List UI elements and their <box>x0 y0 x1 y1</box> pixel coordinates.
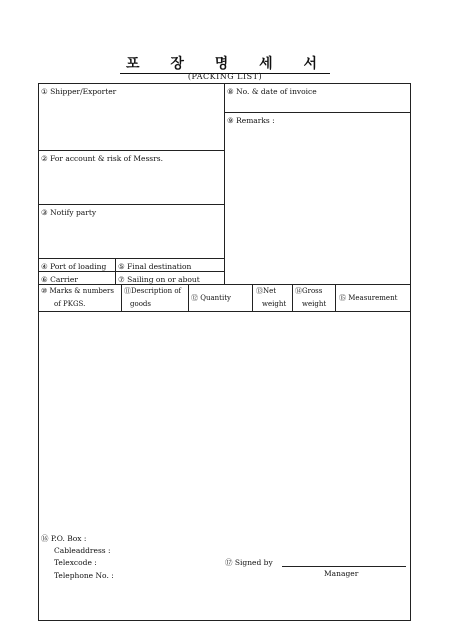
marks-header-line1: ⑩ Marks & numbers <box>41 287 114 295</box>
description-header-line2: goods <box>130 300 151 308</box>
frame-right-border <box>410 83 411 621</box>
telexcode-label: Telexcode : <box>54 558 97 567</box>
invoice-label: ⑧ No. & date of invoice <box>227 87 317 96</box>
manager-label: Manager <box>324 569 359 578</box>
net-weight-header-line1: ⑬Net <box>256 287 277 295</box>
port-divider <box>115 258 116 284</box>
marks-header-line2: of PKGS. <box>54 300 86 308</box>
account-bottom-line <box>38 204 225 205</box>
invoice-bottom-line <box>224 112 411 113</box>
po-box-label: ⑯ P.O. Box : <box>41 534 87 543</box>
signature-line <box>282 566 406 567</box>
sailing-label: ⑦ Sailing on or about <box>118 275 200 284</box>
document-subtitle: (PACKING LIST) <box>187 72 263 81</box>
col-divider-2 <box>188 284 189 311</box>
gross-weight-header-line2: weight <box>302 300 327 308</box>
signed-by-label: ⑰ Signed by <box>225 558 273 567</box>
frame-bottom-border <box>38 620 411 621</box>
notify-label: ③ Notify party <box>41 208 97 217</box>
col-divider-4 <box>292 284 293 311</box>
cableaddress-label: Cableaddress : <box>54 546 111 555</box>
col-divider-1 <box>121 284 122 311</box>
shipper-bottom-line <box>38 150 225 151</box>
table-header-bottom-line <box>38 311 411 312</box>
gross-weight-header-line1: ⑭Gross <box>295 287 323 295</box>
measurement-header: ⑮ Measurement <box>339 294 398 302</box>
final-destination-label: ⑤ Final destination <box>118 262 192 271</box>
port-of-loading-label: ④ Port of loading <box>41 262 107 271</box>
upper-middle-divider <box>224 83 225 284</box>
remarks-label: ⑨ Remarks : <box>227 116 275 125</box>
notify-bottom-line <box>38 258 225 259</box>
description-header-line1: ⑪Description of <box>124 287 182 295</box>
telephone-label: Telephone No. : <box>54 571 114 580</box>
quantity-header: ⑫ Quantity <box>191 294 231 302</box>
col-divider-3 <box>252 284 253 311</box>
account-label: ② For account & risk of Messrs. <box>41 154 163 163</box>
shipper-label: ① Shipper/Exporter <box>41 87 117 96</box>
document-title: 포 장 명 세 서 <box>0 53 450 73</box>
carrier-label: ⑥ Carrier <box>41 275 78 284</box>
col-divider-5 <box>335 284 336 311</box>
port-bottom-line <box>38 271 225 272</box>
net-weight-header-line2: weight <box>262 300 287 308</box>
frame-left-border <box>38 83 39 621</box>
